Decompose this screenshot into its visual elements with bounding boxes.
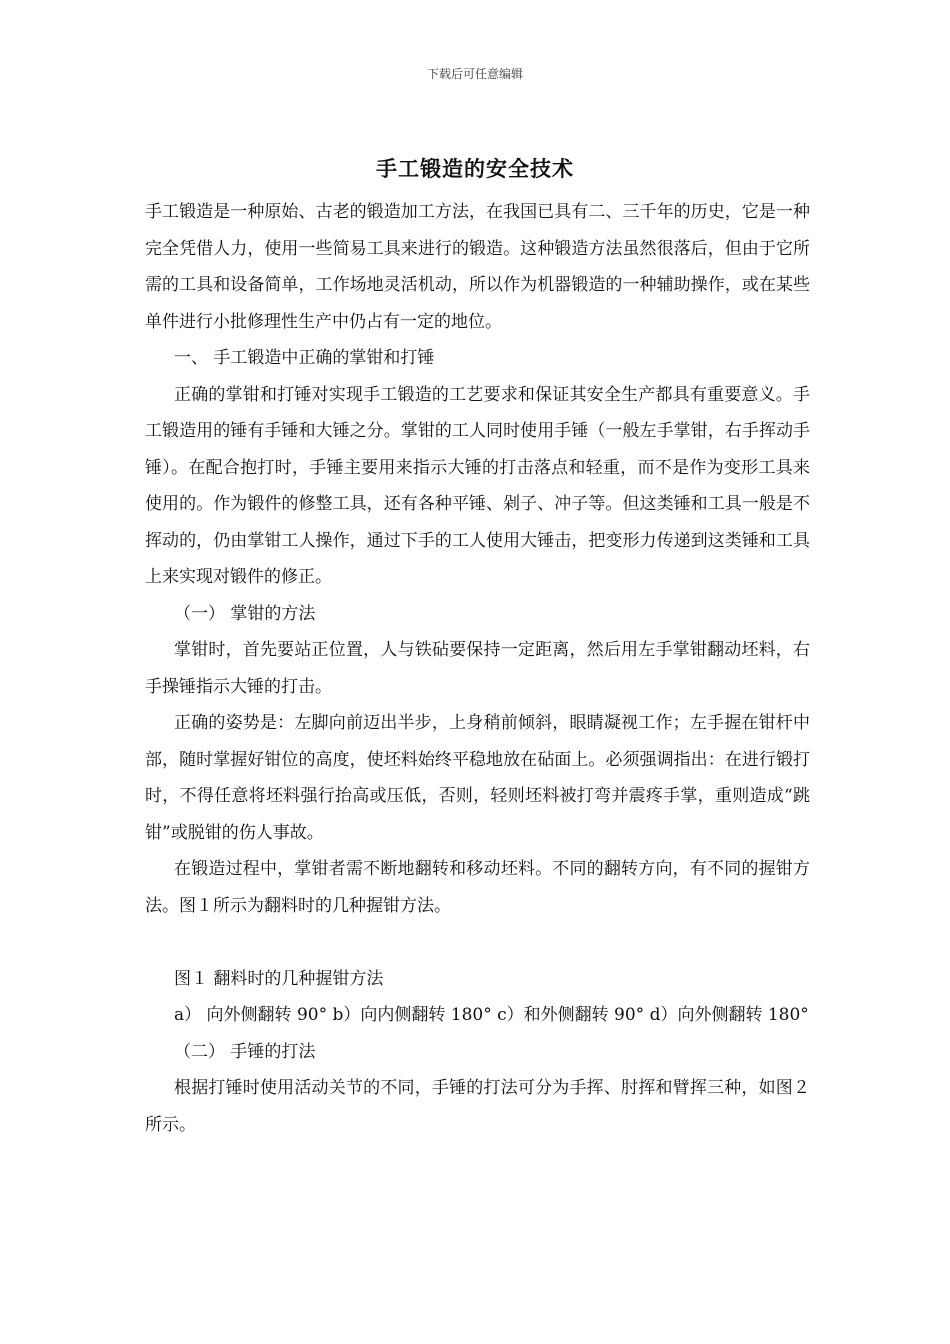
figure-subcaption: a） 向外侧翻转 90° b）向内侧翻转 180° c）和外侧翻转 90° d）向外侧翻转 180°	[174, 1005, 809, 1025]
figure-caption: 图１ 翻料时的几种握钳方法	[174, 968, 384, 989]
paragraph-hammer-method: 根据打锤时使用活动关节的不同，手锤的打法可分为手挥、肘挥和臂挥三种，如图２所示。	[145, 1078, 810, 1135]
paragraph-section-1: 正确的掌钳和打锤对实现手工锻造的工艺要求和保证其安全生产都具有重要意义。手工锻造用的锤有手锤和大锤之分。掌钳的工人同时使用手锤（一般左手掌钳，右手挥动手锤）。在配合抱打时，手锤主要用来指示大锤的打击落点和轻重，而不是作为变形工具来使用的。作为锻件的修整工具，还有各种平锤、剁子、冲子等。但这类锤和工具一般是不挥动的，仍由掌钳工人操作，通过下手的工人使用大锤击，把变形力传递到这类锤和工具上来实现对锻件的修正。	[145, 384, 810, 587]
document-title: 手工锻造的安全技术	[376, 157, 574, 181]
subsection-heading-2: （二） 手锤的打法	[174, 1041, 316, 1062]
header-note: 下载后可任意编辑	[426, 67, 523, 81]
paragraph-turning: 在锻造过程中，掌钳者需不断地翻转和移动坯料。不同的翻转方向，有不同的握钳方法。图１所示为翻料时的几种握钳方法。	[145, 859, 810, 916]
section-heading-1: 一、 手工锻造中正确的掌钳和打锤	[174, 348, 435, 368]
subsection-heading-1: （一） 掌钳的方法	[174, 603, 316, 624]
paragraph-posture: 正确的姿势是：左脚向前迈出半步，上身稍前倾斜，眼睛凝视工作；左手握在钳杆中部，随时掌握好钳位的高度，使坯料始终平稳地放在砧面上。必须强调指出：在进行锻打时，不得任意将坯料强行抬高或压低，否则，轻则坯料被打弯并震疼手掌，重则造成“跳钳”或脱钳的伤人事故。	[145, 713, 810, 843]
paragraph-grip-method: 掌钳时，首先要站正位置，人与铁砧要保持一定距离，然后用左手掌钳翻动坯料，右手操锤指示大锤的打击。	[145, 640, 810, 697]
paragraph-intro: 手工锻造是一种原始、古老的锻造加工方法，在我国已具有二、三千年的历史，它是一种完全凭借人力，使用一些简易工具来进行的锻造。这种锻造方法虽然很落后，但由于它所需的工具和设备简单，工作场地灵活机动，所以作为机器锻造的一种辅助操作，或在某些单件进行小批修理性生产中仍占有一定的地位。	[145, 202, 810, 332]
figure-placeholder	[145, 924, 810, 961]
document-body	[145, 194, 810, 1143]
